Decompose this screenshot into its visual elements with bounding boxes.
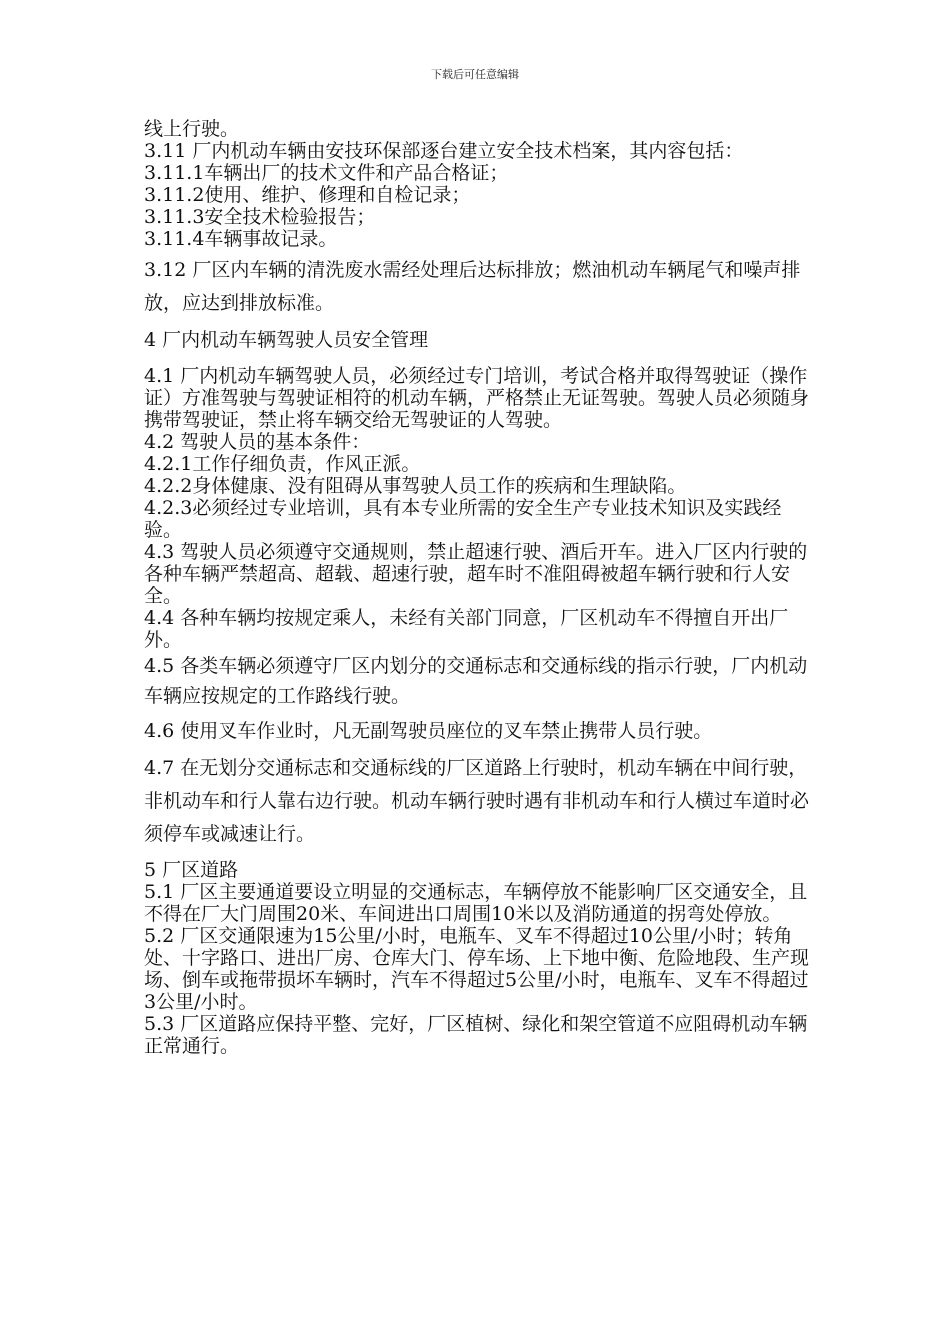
- paragraph-5-3: 5.3 厂区道路应保持平整、完好，厂区植树、绿化和架空管道不应阻碍机动车辆正常通行。: [144, 1013, 808, 1057]
- paragraph-4-2-3: 4.2.3必须经过专业培训，具有本专业所需的安全生产专业技术知识及实践经验。: [144, 497, 782, 541]
- paragraph-4-5: 4.5 各类车辆必须遵守厂区内划分的交通标志和交通标线的指示行驶，厂内机动车辆应按规定的工作路线行驶。: [144, 655, 808, 707]
- paragraph-3-11-2: 3.11.2使用、维护、修理和自检记录；: [144, 184, 471, 206]
- paragraph-4-2: 4.2 驾驶人员的基本条件：: [144, 431, 371, 453]
- paragraph-4-2-1: 4.2.1工作仔细负责，作风正派。: [144, 453, 421, 475]
- section-heading-5: 5 厂区道路: [144, 859, 239, 881]
- paragraph-continuation: 线上行驶。: [144, 118, 240, 140]
- paragraph-3-11-3: 3.11.3安全技术检验报告；: [144, 206, 376, 228]
- paragraph-3-12: 3.12 厂区内车辆的清洗废水需经处理后达标排放；燃油机动车辆尾气和噪声排放，应达到排放标准。: [144, 259, 801, 314]
- paragraph-3-11-1: 3.11.1车辆出厂的技术文件和产品合格证；: [144, 162, 509, 184]
- paragraph-4-2-2: 4.2.2身体健康、没有阻碍从事驾驶人员工作的疾病和生理缺陷。: [144, 475, 687, 497]
- page-header: 下载后可任意编辑: [431, 68, 519, 81]
- section-heading-4: 4 厂内机动车辆驾驶人员安全管理: [144, 329, 429, 351]
- paragraph-4-6: 4.6 使用叉车作业时，凡无副驾驶员座位的叉车禁止携带人员行驶。: [144, 720, 713, 742]
- paragraph-3-11-4: 3.11.4车辆事故记录。: [144, 228, 338, 250]
- paragraph-3-11: 3.11 厂内机动车辆由安技环保部逐台建立安全技术档案，其内容包括：: [144, 140, 744, 162]
- document-body: [144, 118, 814, 1057]
- paragraph-4-4: 4.4 各种车辆均按规定乘人，未经有关部门同意，厂区机动车不得擅自开出厂外。: [144, 607, 789, 651]
- paragraph-4-7: 4.7 在无划分交通标志和交通标线的厂区道路上行驶时，机动车辆在中间行驶，非机动车和行人靠右边行驶。机动车辆行驶时遇有非机动车和行人横过车道时必须停车或减速让行。: [144, 757, 810, 845]
- paragraph-4-3: 4.3 驾驶人员必须遵守交通规则，禁止超速行驶、酒后开车。进入厂区内行驶的各种车辆严禁超高、超载、超速行驶，超车时不准阻碍被超车辆行驶和行人安全。: [144, 541, 808, 607]
- paragraph-5-1: 5.1 厂区主要通道要设立明显的交通标志，车辆停放不能影响厂区交通安全，且不得在厂大门周围20米、车间进出口周围10米以及消防通道的拐弯处停放。: [144, 881, 808, 925]
- paragraph-4-1: 4.1 厂内机动车辆驾驶人员，必须经过专门培训，考试合格并取得驾驶证（操作证）方准驾驶与驾驶证相符的机动车辆，严格禁止无证驾驶。驾驶人员必须随身携带驾驶证，禁止将车辆交给无驾驶证的人驾驶。: [144, 365, 810, 431]
- paragraph-5-2: 5.2 厂区交通限速为15公里/小时，电瓶车、叉车不得超过10公里/小时；转角处、十字路口、进出厂房、仓库大门、停车场、上下地中衡、危险地段、生产现场、倒车或拖带损坏车辆时，汽车不得超过5公里/小时，电瓶车、叉车不得超过3公里/小时。: [144, 925, 810, 1013]
